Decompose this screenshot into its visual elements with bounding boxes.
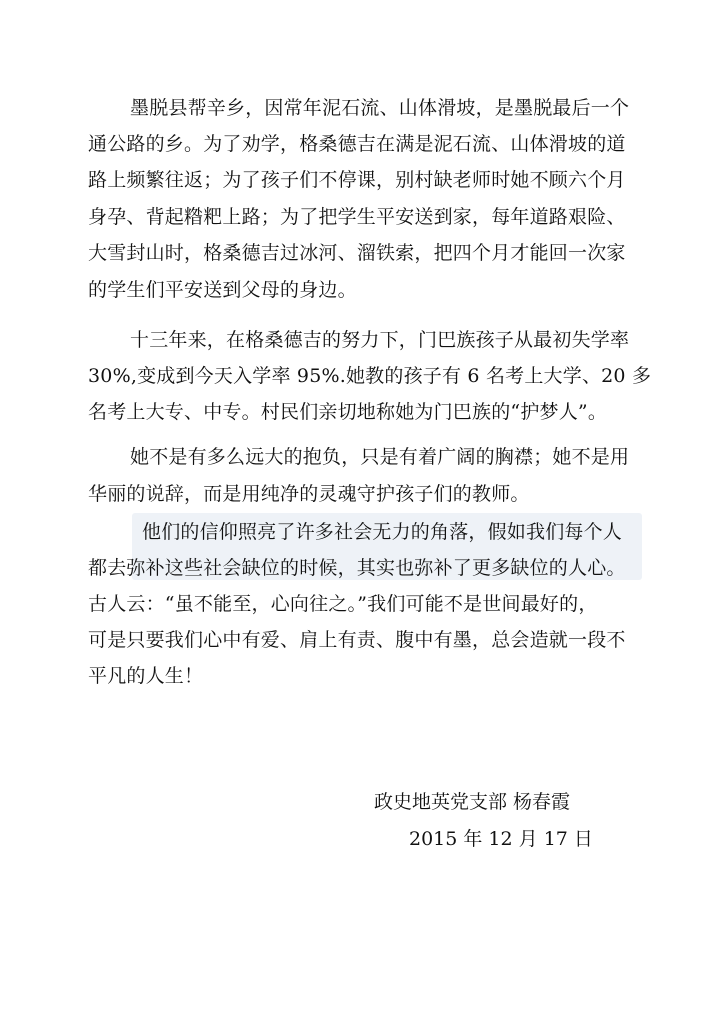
paragraph-4-line-5: 平凡的人生！: [88, 665, 204, 687]
paragraph-2-line-1: 十三年来，在格桑德吉的努力下，门巴族孩子从最初失学率: [130, 329, 630, 351]
paragraph-1-line-2: 通公路的乡。为了劝学，格桑德吉在满是泥石流、山体滑坡的道: [88, 133, 626, 155]
paragraph-1-line-1: 墨脱县帮辛乡，因常年泥石流、山体滑坡，是墨脱最后一个: [130, 97, 630, 119]
paragraph-4-line-4: 可是只要我们心中有爱、肩上有责、腹中有墨，总会造就一段不: [88, 629, 626, 651]
signature-author: 政史地英党支部 杨春霞: [374, 791, 571, 813]
paragraph-4-line-1: 他们的信仰照亮了许多社会无力的角落，假如我们每个人: [142, 521, 623, 543]
paragraph-4-line-3: 古人云：“虽不能至，心向往之。”我们可能不是世间最好的，: [88, 593, 598, 615]
paragraph-2-line-2: 30%,变成到今天入学率 95%.她教的孩子有 6 名考上大学、20 多: [88, 365, 652, 387]
paragraph-4-line-2: 都去弥补这些社会缺位的时候，其实也弥补了更多缺位的人心。: [88, 557, 626, 579]
paragraph-3-line-2: 华丽的说辞，而是用纯净的灵魂守护孩子们的教师。: [88, 483, 530, 505]
paragraph-1-line-5: 大雪封山时，格桑德吉过冰河、溜铁索，把四个月才能回一次家: [88, 242, 626, 264]
paragraph-1-line-4: 身孕、背起糌粑上路；为了把学生平安送到家，每年道路艰险、: [88, 206, 626, 228]
paragraph-3-line-1: 她不是有多么远大的抱负，只是有着广阔的胸襟；她不是用: [130, 446, 630, 468]
paragraph-1-line-3: 路上频繁往返；为了孩子们不停课，别村缺老师时她不顾六个月: [88, 169, 626, 191]
paragraph-1-line-6: 的学生们平安送到父母的身边。: [88, 279, 357, 301]
signature-date: 2015 年 12 月 17 日: [409, 828, 593, 850]
paragraph-2-line-3: 名考上大专、中专。村民们亲切地称她为门巴族的“护梦人”。: [88, 401, 608, 423]
